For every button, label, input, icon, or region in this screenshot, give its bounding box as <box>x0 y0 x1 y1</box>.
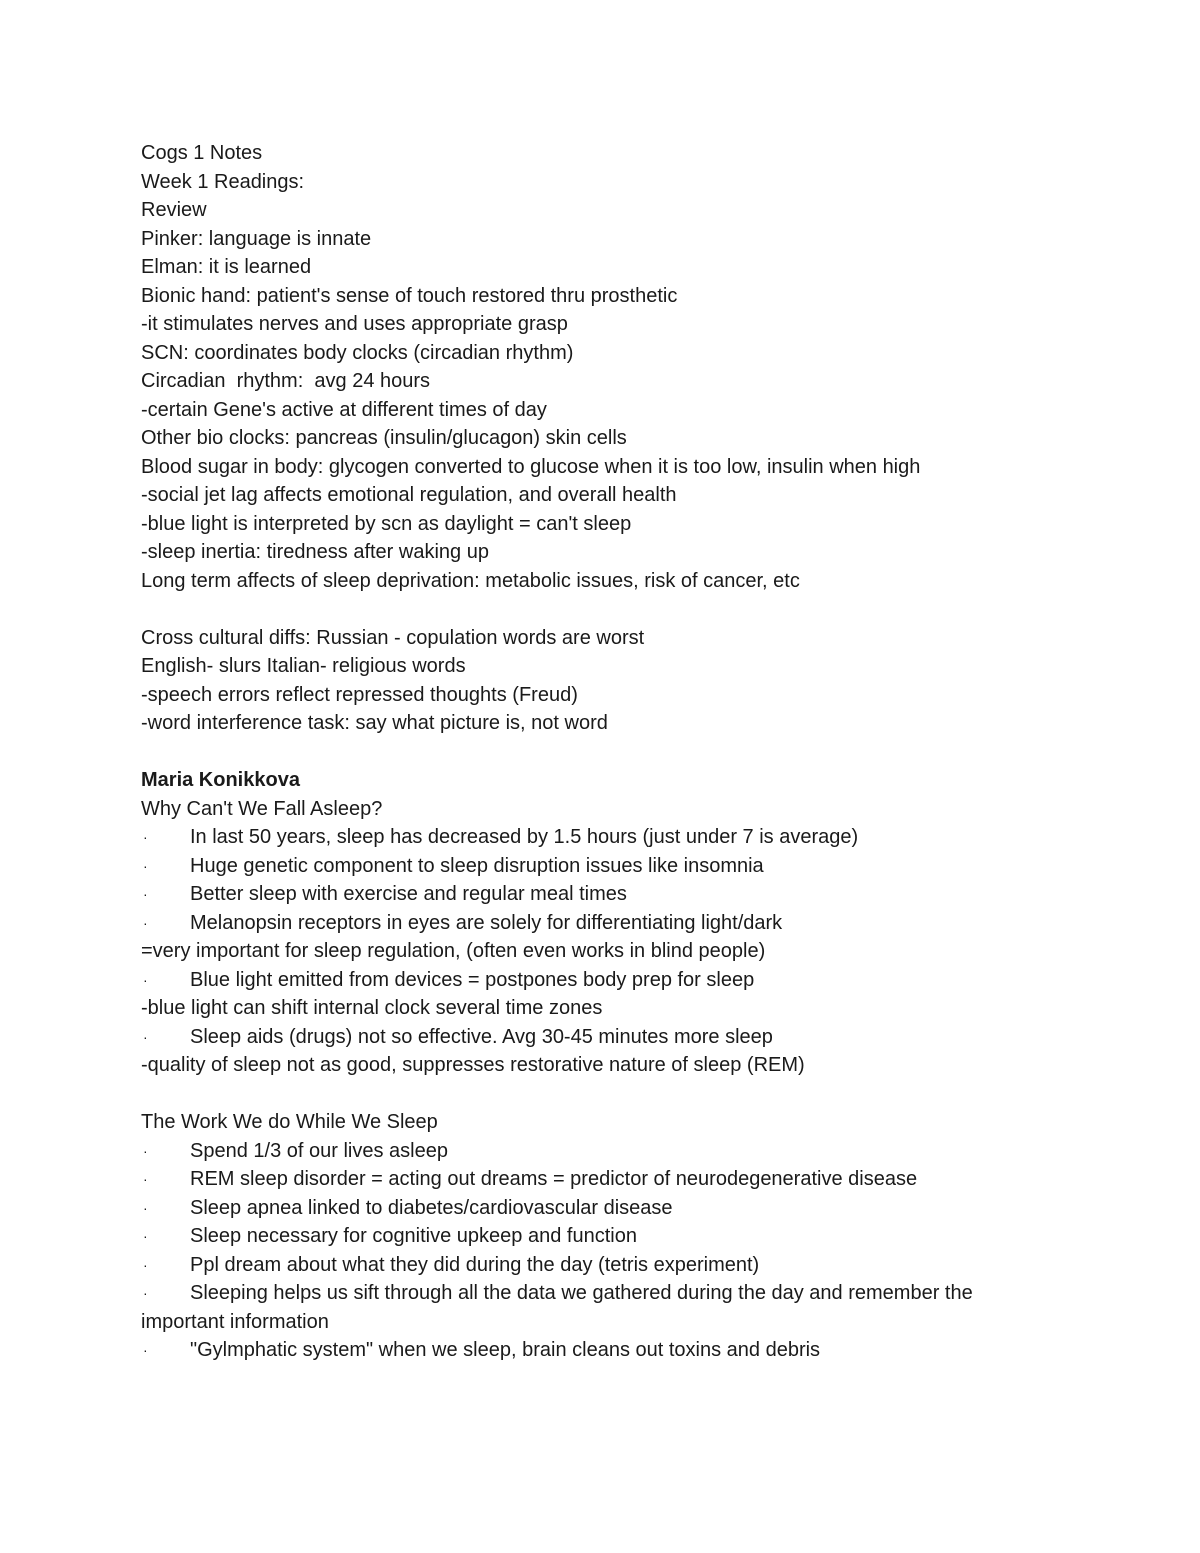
note-line: Bionic hand: patient's sense of touch restored thru prosthetic <box>141 284 678 307</box>
note-line: -it stimulates nerves and uses appropriate grasp <box>141 313 568 335</box>
bullet-icon: · <box>143 1256 148 1273</box>
note-line: Week 1 Readings: <box>141 170 305 193</box>
bullet-text: Spend 1/3 of our lives asleep <box>190 1139 448 1162</box>
note-line: Other bio clocks: pancreas (insulin/glucagon) skin cells <box>141 427 627 449</box>
bullet-item <box>141 1222 1141 1251</box>
note-line: Review <box>141 199 207 221</box>
bullet-icon: · <box>143 1342 148 1358</box>
doc-title: Cogs 1 Notes <box>141 142 263 164</box>
bullet-item <box>141 966 1141 995</box>
bullet-item <box>141 1194 1141 1223</box>
bullet-item <box>141 1023 1141 1052</box>
bullet-text: Huge genetic component to sleep disruption issues like insomnia <box>190 854 764 877</box>
note-line: English- slurs Italian- religious words <box>141 655 466 677</box>
bullet-text: Melanopsin receptors in eyes are solely for differentiating light/dark <box>190 911 783 934</box>
bullet-icon: · <box>143 1028 148 1045</box>
note-line: SCN: coordinates body clocks (circadian rhythm) <box>141 341 574 364</box>
bullet-item <box>141 1251 1141 1280</box>
note-line: Cross cultural diffs: Russian - copulation words are worst <box>141 626 645 649</box>
note-line: Long term affects of sleep deprivation: metabolic issues, risk of cancer, etc <box>141 569 800 592</box>
bullet-item <box>141 909 1141 938</box>
bullet-text: "Gylmphatic system" when we sleep, brain cleans out toxins and debris <box>190 1339 821 1361</box>
section-heading: Maria Konikkova <box>141 769 300 791</box>
bullet-item <box>141 880 1141 909</box>
note-line: -word interference task: say what picture is, not word <box>141 712 608 734</box>
bullet-item <box>141 1165 1141 1194</box>
blank-line <box>141 738 1141 767</box>
bullet-text: Sleep apnea linked to diabetes/cardiovascular disease <box>190 1196 673 1219</box>
note-line: -sleep inertia: tiredness after waking up <box>141 541 489 563</box>
note-line: -blue light is interpreted by scn as daylight = can't sleep <box>141 512 632 535</box>
note-line: Circadian rhythm: avg 24 hours <box>141 370 431 392</box>
note-line: -certain Gene's active at different times of day <box>141 398 547 421</box>
note-line: Blood sugar in body: glycogen converted to glucose when it is too low, insulin when high <box>141 455 921 478</box>
bullet-icon: · <box>143 1228 148 1244</box>
note-line: -quality of sleep not as good, suppresses restorative nature of sleep (REM) <box>141 1054 805 1076</box>
bullet-text-continuation: important information <box>141 1310 329 1333</box>
bullet-item <box>141 852 1141 881</box>
note-line: Pinker: language is innate <box>141 227 372 250</box>
bullet-text: REM sleep disorder = acting out dreams = predictor of neurodegenerative disease <box>190 1168 918 1190</box>
blank-line <box>141 595 1141 624</box>
blank-line <box>141 1080 1141 1109</box>
bullet-text: In last 50 years, sleep has decreased by 1.5 hours (just under 7 is average) <box>190 826 859 848</box>
bullet-icon: · <box>143 1142 148 1159</box>
note-line: -speech errors reflect repressed thoughts (Freud) <box>141 683 578 706</box>
bullet-text: Better sleep with exercise and regular meal times <box>190 883 627 905</box>
bullet-item <box>141 1279 1141 1308</box>
note-line: =very important for sleep regulation, (often even works in blind people) <box>141 940 766 962</box>
bullet-icon: · <box>143 1285 148 1301</box>
bullet-text: Blue light emitted from devices = postpones body prep for sleep <box>190 968 755 991</box>
bullet-item <box>141 1336 1141 1365</box>
note-line: -social jet lag affects emotional regulation, and overall health <box>141 484 677 506</box>
bullet-icon: · <box>143 857 148 874</box>
bullet-text: Sleep necessary for cognitive upkeep and function <box>190 1225 637 1247</box>
article-title: Why Can't We Fall Asleep? <box>141 797 383 820</box>
bullet-item <box>141 1137 1141 1166</box>
article-title: The Work We do While We Sleep <box>141 1111 438 1133</box>
bullet-icon: · <box>143 914 148 931</box>
bullet-icon: · <box>143 886 148 902</box>
note-line: Elman: it is learned <box>141 256 312 278</box>
note-line: -blue light can shift internal clock several time zones <box>141 997 603 1019</box>
bullet-item <box>141 823 1141 852</box>
bullet-icon: · <box>143 971 148 988</box>
bullet-icon: · <box>143 829 148 845</box>
bullet-text: Sleeping helps us sift through all the data we gathered during the day and remember the <box>190 1282 973 1304</box>
bullet-icon: · <box>143 1171 148 1187</box>
bullet-text: Ppl dream about what they did during the day (tetris experiment) <box>190 1253 760 1276</box>
bullet-icon: · <box>143 1199 148 1216</box>
bullet-text: Sleep aids (drugs) not so effective. Avg 30-45 minutes more sleep <box>190 1025 773 1048</box>
document-page <box>141 139 1141 1365</box>
